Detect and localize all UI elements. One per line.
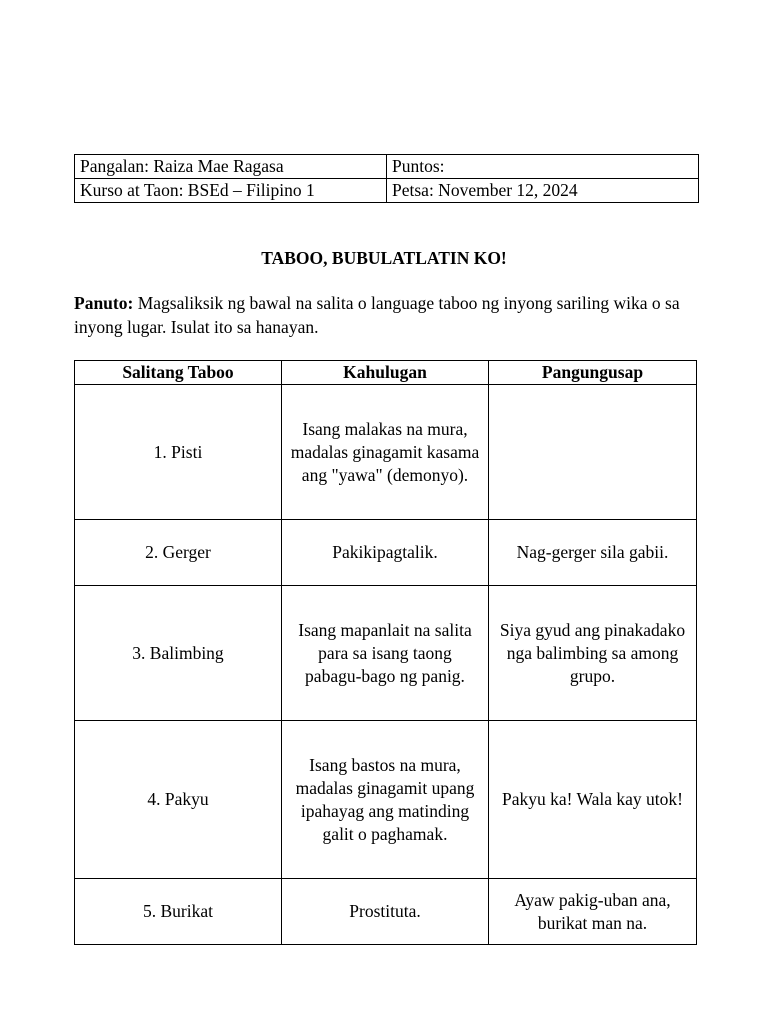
table-row xyxy=(75,586,697,721)
taboo-word-cell: 3. Balimbing xyxy=(75,586,282,721)
meaning-cell: Isang mapanlait na salita para sa isang taong pabagu-bago ng panig. xyxy=(282,586,489,721)
sentence-cell: Siya gyud ang pinakadako nga balimbing sa among grupo. xyxy=(489,586,697,721)
taboo-word-cell: 1. Pisti xyxy=(75,385,282,520)
score-field: Puntos: xyxy=(387,155,699,179)
info-row-2 xyxy=(75,179,699,203)
table-header-row xyxy=(75,361,697,385)
sentence-cell: Ayaw pakig-uban ana, burikat man na. xyxy=(489,879,697,945)
taboo-word-cell: 2. Gerger xyxy=(75,520,282,586)
name-field: Pangalan: Raiza Mae Ragasa xyxy=(75,155,387,179)
table-row xyxy=(75,385,697,520)
column-header-meaning: Kahulugan xyxy=(282,361,489,385)
instructions-text: Magsaliksik ng bawal na salita o language taboo ng inyong sariling wika o sa inyong lugar. Isulat ito sa hanayan. xyxy=(74,293,680,337)
info-row-1 xyxy=(75,155,699,179)
column-header-sentence: Pangungusap xyxy=(489,361,697,385)
meaning-cell: Pakikipagtalik. xyxy=(282,520,489,586)
student-info-table xyxy=(74,154,699,203)
document-title: TABOO, BUBULATLATIN KO! xyxy=(261,248,507,268)
taboo-words-table xyxy=(74,360,697,945)
taboo-word-cell: 4. Pakyu xyxy=(75,721,282,879)
table-row xyxy=(75,520,697,586)
table-row xyxy=(75,879,697,945)
meaning-cell: Isang malakas na mura, madalas ginagamit kasama ang "yawa" (demonyo). xyxy=(282,385,489,520)
meaning-cell: Prostituta. xyxy=(282,879,489,945)
sentence-cell: Pakyu ka! Wala kay utok! xyxy=(489,721,697,879)
date-field: Petsa: November 12, 2024 xyxy=(387,179,699,203)
table-row xyxy=(75,721,697,879)
meaning-cell: Isang bastos na mura, madalas ginagamit upang ipahayag ang matinding galit o paghamak. xyxy=(282,721,489,879)
column-header-word: Salitang Taboo xyxy=(75,361,282,385)
instructions xyxy=(74,291,704,339)
instructions-label: Panuto: xyxy=(74,293,134,313)
sentence-cell: Nag-gerger sila gabii. xyxy=(489,520,697,586)
taboo-word-cell: 5. Burikat xyxy=(75,879,282,945)
sentence-cell xyxy=(489,385,697,520)
course-year-field: Kurso at Taon: BSEd – Filipino 1 xyxy=(75,179,387,203)
